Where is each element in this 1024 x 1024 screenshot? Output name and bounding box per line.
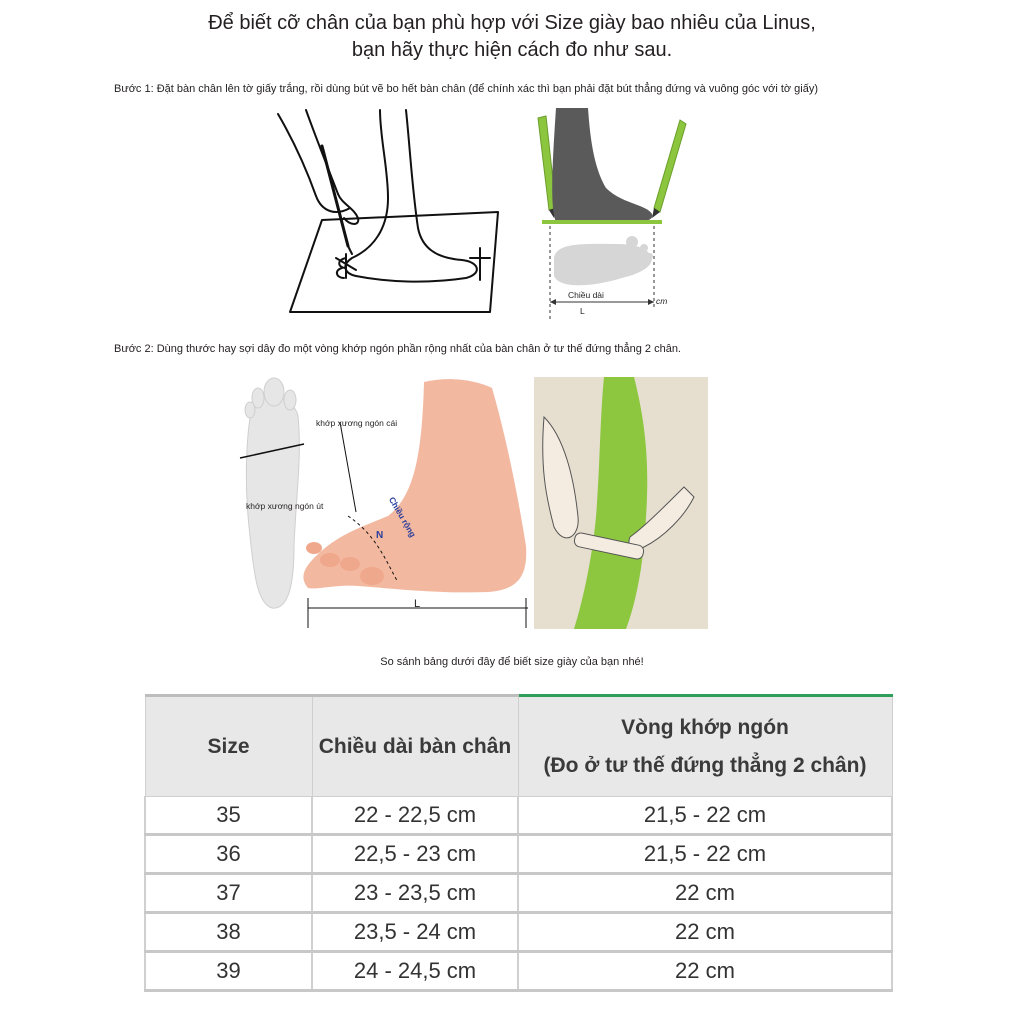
cell-size: 37 (145, 874, 312, 913)
table-row (145, 913, 892, 952)
step-2-instruction: Bước 2: Dùng thước hay sợi dây đo một vòng khớp ngón phần rộng nhất của bàn chân ở tư thế đứng thẳng 2 chân. (114, 343, 681, 355)
table-row (145, 797, 892, 835)
cm-unit-label: cm (656, 296, 668, 306)
table-row (145, 952, 892, 991)
header-ball-line-1: Vòng khớp ngón (621, 715, 789, 739)
cell-length: 23,5 - 24 cm (312, 913, 518, 952)
header-ball-line-2: (Đo ở tư thế đứng thẳng 2 chân) (543, 753, 867, 777)
title-line-2: bạn hãy thực hiện cách đo như sau. (351, 39, 673, 61)
width-label: Chiều rộng (386, 495, 418, 539)
big-toe-joint-label: khớp xương ngón cái (316, 418, 398, 428)
step-1-instruction: Bước 1: Đặt bàn chân lên tờ giấy trắng, rồi dùng bút vẽ bo hết bàn chân (để chính xác thì bạn phải đặt bút thẳng đứng và vuông góc với tờ giấy) (114, 83, 819, 95)
header-ball-circumference (518, 696, 892, 797)
hands-measuring-illustration (534, 377, 708, 629)
length-label: Chiều dài (568, 290, 604, 300)
table-row (145, 874, 892, 913)
L-label: L (414, 598, 421, 610)
header-size: Size (145, 696, 312, 797)
table-row (145, 835, 892, 874)
cell-size: 38 (145, 913, 312, 952)
page-title (0, 10, 1024, 64)
cell-ball: 22 cm (518, 874, 892, 913)
title-line-1: Để biết cỡ chân của bạn phù hợp với Size giày bao nhiêu của Linus, (208, 12, 816, 34)
cell-size: 35 (145, 797, 312, 835)
cell-ball: 22 cm (518, 913, 892, 952)
size-chart-table (144, 694, 893, 992)
cell-length: 22 - 22,5 cm (312, 797, 518, 835)
compare-instruction: So sánh bảng dưới đây để biết size giày của bạn nhé! (380, 656, 644, 668)
header-foot-length: Chiều dài bàn chân (312, 696, 518, 797)
foot-measure-length-illustration (536, 108, 692, 324)
little-toe-joint-label: khớp xương ngón út (246, 501, 324, 511)
cell-ball: 22 cm (518, 952, 892, 991)
cell-length: 22,5 - 23 cm (312, 835, 518, 874)
cell-size: 36 (145, 835, 312, 874)
length-L-label: L (580, 306, 585, 316)
N-label: N (376, 530, 384, 541)
cell-length: 23 - 23,5 cm (312, 874, 518, 913)
foot-tracing-illustration (276, 108, 512, 324)
cell-size: 39 (145, 952, 312, 991)
cell-ball: 21,5 - 22 cm (518, 835, 892, 874)
cell-ball: 21,5 - 22 cm (518, 797, 892, 835)
cell-length: 24 - 24,5 cm (312, 952, 518, 991)
